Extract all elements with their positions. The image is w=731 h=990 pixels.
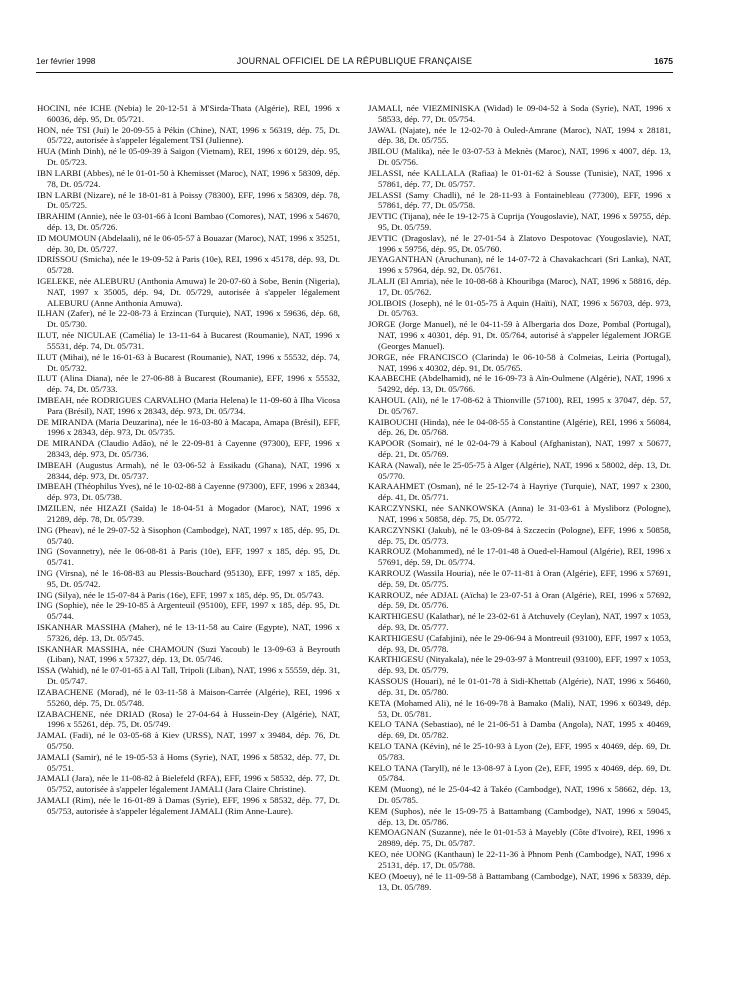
naturalisation-entry: KARA (Nawal), née le 25-05-75 à Alger (Algérie), NAT, 1996 x 58002, dép. 13, Dt. 05/770. — [368, 459, 671, 481]
naturalisation-entry: ING (Sovannetry), née le 06-08-81 à Paris (10e), EFF, 1997 x 185, dép. 95, Dt. 05/741. — [37, 546, 340, 568]
naturalisation-entry: ING (Pheav), né le 29-07-52 à Sisophon (Cambodge), NAT, 1997 x 185, dép. 95, Dt. 05/740. — [37, 524, 340, 546]
issue-date: 1er février 1998 — [36, 56, 96, 66]
naturalisation-entry: JAMALI (Samir), né le 19-05-53 à Homs (Syrie), NAT, 1996 x 58532, dép. 77, Dt. 05/751. — [37, 751, 340, 773]
naturalisation-entry: JAWAL (Najate), née le 12-02-70 à Ouled-Amrane (Maroc), NAT, 1994 x 28181, dép. 38, Dt. 05/755. — [368, 124, 671, 146]
naturalisation-entry: KEO (Moeuy), né le 11-09-58 à Battambang (Cambodge), NAT, 1996 x 58339, dép. 13, Dt. 05/789. — [368, 870, 671, 892]
naturalisation-entry: IMBEAH (Théophilus Yves), né le 10-02-88 à Cayenne (97300), EFF, 1996 x 28344, dép. 973, Dt. 05/738. — [37, 481, 340, 503]
naturalisation-entry: IBN LARBI (Abbes), né le 01-01-50 à Khemisset (Maroc), NAT, 1996 x 58309, dép. 78, Dt. 05/724. — [37, 167, 340, 189]
naturalisation-entry: ISSA (Wahid), né le 07-01-65 à Al Tall, Tripoli (Liban), NAT, 1996 x 55559, dép. 31, Dt. 05/747. — [37, 665, 340, 687]
naturalisation-entry: ILUT, née NICULAE (Camélia) le 13-11-64 à Bucarest (Roumanie), NAT, 1996 x 55531, dép. 74, Dt. 05/731. — [37, 330, 340, 351]
naturalisation-entry: KELO TANA (Sebastiao), né le 21-06-51 à Damba (Angola), NAT, 1995 x 40469, dép. 69, Dt. 05/782. — [368, 719, 671, 741]
naturalisation-entry: KELO TANA (Kévin), né le 25-10-93 à Lyon (2e), EFF, 1995 x 40469, dép. 69, Dt. 05/783. — [368, 740, 671, 762]
naturalisation-entry: IGELEKE, née ALEBURU (Anthonia Amuwa) le 20-07-60 à Sobe, Benin (Nigeria), NAT, 1997 x 35005, dép. 94, Dt. 05/729, autorisée à s'appeler légalement ALEBURU (Anne Anthonia Amuwa). — [37, 276, 340, 308]
naturalisation-entry: JEVTIC (Dragoslav), né le 27-01-54 à Zlatovo Despotovac (Yougoslavie), NAT, 1996 x 59756, dép. 95, Dt. 05/760. — [368, 232, 671, 254]
naturalisation-entry: ING (Virsna), né le 16-08-83 au Plessis-Bouchard (95130), EFF, 1997 x 185, dép. 95, Dt. 05/742. — [37, 567, 340, 589]
naturalisation-entry: JLALJI (El Amria), née le 10-08-68 à Khouribga (Maroc), NAT, 1996 x 58816, dép. 17, Dt. 05/762. — [368, 276, 671, 297]
naturalisation-entry: KARCZYNSKI, née SANKOWSKA (Anna) le 31-03-61 à Mysliborz (Pologne), NAT, 1996 x 50858, dép. 75, Dt. 05/772. — [368, 503, 671, 524]
naturalisation-entry: JBILOU (Malika), née le 03-07-53 à Meknès (Maroc), NAT, 1996 x 4007, dép. 13, Dt. 05/756. — [368, 146, 671, 168]
naturalisation-entry: KARROUZ (Wassila Houria), née le 07-11-81 à Oran (Algérie), EFF, 1996 x 57691, dép. 59, Dt. 05/775. — [368, 567, 671, 589]
naturalisation-entry: IZABACHENE (Morad), né le 03-11-58 à Maison-Carrée (Algérie), REI, 1996 x 55260, dép. 75, Dt. 05/748. — [37, 686, 340, 708]
naturalisation-entry: KAABECHE (Abdelhamid), né le 16-09-73 à Aïn-Oulmene (Algérie), NAT, 1996 x 54292, dép. 13, Dt. 05/766. — [368, 373, 671, 395]
naturalisation-entry: ING (Sophie), née le 29-10-85 à Argenteuil (95100), EFF, 1997 x 185, dép. 95, Dt. 05/744. — [37, 600, 340, 622]
naturalisation-entry: ISKANHAR MASSIHA (Maher), né le 13-11-58 au Caire (Egypte), NAT, 1996 x 57326, dép. 13, Dt. 05/745. — [37, 622, 340, 643]
naturalisation-entry: IBRAHIM (Annie), née le 03-01-66 à Iconi Bambao (Comores), NAT, 1996 x 54670, dép. 13, Dt. 05/726. — [37, 211, 340, 232]
naturalisation-entry: KEM (Muong), né le 25-04-42 à Takéo (Cambodge), NAT, 1996 x 58662, dép. 13, Dt. 05/785. — [368, 784, 671, 805]
naturalisation-entry: KAHOUL (Ali), né le 17-08-62 à Thionville (57100), REI, 1995 x 37047, dép. 57, Dt. 05/767. — [368, 394, 671, 416]
naturalisation-entry: ILUT (Mihai), né le 16-01-63 à Bucarest (Roumanie), NAT, 1996 x 55532, dép. 74, Dt. 05/732. — [37, 351, 340, 373]
naturalisation-entry: KARTHIGESU (Cafabjini), née le 29-06-94 à Montreuil (93100), EFF, 1997 x 1053, dép. 93, Dt. 05/778. — [368, 632, 671, 654]
left-column — [37, 103, 340, 817]
naturalisation-entry: KAPOOR (Somair), né le 02-04-79 à Kaboul (Afghanistan), NAT, 1997 x 50677, dép. 21, Dt. 05/769. — [368, 438, 671, 459]
naturalisation-entry: KETA (Mohamed Ali), né le 16-09-78 à Bamako (Mali), NAT, 1996 x 60349, dép. 53, Dt. 05/781. — [368, 697, 671, 719]
naturalisation-entry: JAMAL (Fadi), né le 03-05-68 à Kiev (URSS), NAT, 1997 x 39484, dép. 76, Dt. 05/750. — [37, 730, 340, 751]
naturalisation-entry: HUA (Minh Dinh), né le 05-09-39 à Saigon (Vietnam), REI, 1996 x 60129, dép. 95, Dt. 05/723. — [37, 146, 340, 168]
naturalisation-entry: KARROUZ, née ADJAL (Aïcha) le 23-07-51 à Oran (Algérie), REI, 1996 x 57692, dép. 59, Dt. 05/776. — [368, 589, 671, 611]
naturalisation-entry: KASSOUS (Houari), né le 01-01-78 à Sidi-Khettab (Algérie), NAT, 1996 x 56460, dép. 31, Dt. 05/780. — [368, 676, 671, 697]
naturalisation-entry: KARCZYNSKI (Jakub), né le 03-09-84 à Szczecin (Pologne), EFF, 1996 x 50858, dép. 75, Dt. 05/773. — [368, 524, 671, 546]
naturalisation-entry: IMBEAH, née RODRIGUES CARVALHO (Maria Helena) le 11-09-60 à Ilha Vicosa Para (Brésil), NAT, 1996 x 28343, dép. 973, Dt. 05/734. — [37, 394, 340, 416]
naturalisation-entry: JORGE, née FRANCISCO (Clarinda) le 06-10-58 à Colmeias, Leiria (Portugal), NAT, 1996 x 40302, dép. 91, Dt. 05/765. — [368, 351, 671, 373]
right-column — [368, 103, 671, 892]
naturalisation-entry: JAMALI (Jara), née le 11-08-82 à Bielefeld (RFA), EFF, 1996 x 58532, dép. 77, Dt. 05/752, autorisée à s'appeler légalement JAMALI (Jara Claire Christine). — [37, 773, 340, 795]
naturalisation-entry: KARTHIGESU (Nityakala), née le 29-03-97 à Montreuil (93100), EFF, 1997 x 1053, dép. 93, Dt. 05/779. — [368, 654, 671, 676]
naturalisation-entry: IBN LARBI (Nizare), né le 18-01-81 à Poissy (78300), EFF, 1996 x 58309, dép. 78, Dt. 05/725. — [37, 189, 340, 211]
naturalisation-entry: DE MIRANDA (Claudio Adão), né le 22-09-81 à Cayenne (97300), EFF, 1996 x 28343, dép. 973, Dt. 05/736. — [37, 438, 340, 459]
naturalisation-entry: KARROUZ (Mohammed), né le 17-01-48 à Oued-el-Hamoul (Algérie), REI, 1996 x 57691, dép. 59, Dt. 05/774. — [368, 546, 671, 568]
naturalisation-entry: DE MIRANDA (Maria Deuzarina), née le 16-03-80 à Macapa, Amapa (Brésil), EFF, 1996 x 28343, dép. 973, Dt. 05/735. — [37, 416, 340, 438]
naturalisation-entry: IDRISSOU (Smicha), née le 19-09-52 à Paris (10e), REI, 1996 x 45178, dép. 93, Dt. 05/728. — [37, 254, 340, 276]
page-header — [36, 56, 673, 70]
naturalisation-entry: JAMALI (Rim), née le 16-01-89 à Damas (Syrie), EFF, 1996 x 58532, dép. 77, Dt. 05/753, autorisée à s'appeler légalement JAMALI (Rim Anne-Laure). — [37, 795, 340, 816]
naturalisation-entry: IMZILEN, née HIZAZI (Saïda) le 18-04-51 à Mogador (Maroc), NAT, 1996 x 21289, dép. 78, Dt. 05/739. — [37, 503, 340, 524]
page-number: 1675 — [654, 56, 673, 66]
naturalisation-entry: ISKANHAR MASSIHA, née CHAMOUN (Suzi Yacoub) le 13-09-63 à Beyrouth (Liban), NAT, 1996 x 57327, dép. 13, Dt. 05/746. — [37, 643, 340, 665]
naturalisation-entry: ING (Silya), née le 15-07-84 à Paris (16e), EFF, 1997 x 185, dép. 95, Dt. 05/743. — [37, 589, 324, 600]
naturalisation-entry: KELO TANA (Taryll), né le 13-08-97 à Lyon (2e), EFF, 1995 x 40469, dép. 69, Dt. 05/784. — [368, 762, 671, 784]
naturalisation-entry: IZABACHENE, née DRIAD (Rosa) le 27-04-64 à Hussein-Dey (Algérie), NAT, 1996 x 55261, dép. 75, Dt. 05/749. — [37, 708, 340, 730]
naturalisation-entry: KEM (Suphos), née le 15-09-75 à Battambang (Cambodge), NAT, 1996 x 59045, dép. 13, Dt. 05/786. — [368, 805, 671, 827]
naturalisation-entry: JEYAGANTHAN (Aruchunan), né le 14-07-72 à Chavakachcari (Sri Lanka), NAT, 1996 x 57964, dép. 92, Dt. 05/761. — [368, 254, 671, 276]
naturalisation-entry: KEO, née UONG (Kanthaun) le 22-11-36 à Phnom Penh (Cambodge), NAT, 1996 x 25131, dép. 17, Dt. 05/788. — [368, 849, 671, 870]
naturalisation-entry: KARTHIGESU (Kalathar), né le 23-02-61 à Atchuvely (Ceylan), NAT, 1997 x 1053, dép. 93, Dt. 05/777. — [368, 611, 671, 632]
naturalisation-entry: HON, née TSI (Jui) le 20-09-55 à Pékin (Chine), NAT, 1996 x 56319, dép. 75, Dt. 05/722, autorisée à s'appeler légalement TSI (Julienne). — [37, 124, 340, 146]
naturalisation-entry: KARAAHMET (Osman), né le 25-12-74 à Hayriye (Turquie), NAT, 1997 x 2300, dép. 41, Dt. 05/771. — [368, 481, 671, 503]
naturalisation-entry: JEVTIC (Tijana), née le 19-12-75 à Cuprija (Yougoslavie), NAT, 1996 x 59755, dép. 95, Dt. 05/759. — [368, 211, 671, 232]
naturalisation-entry: ILUT (Alina Diana), née le 27-06-88 à Bucarest (Roumanie), EFF, 1996 x 55532, dép. 74, Dt. 05/733. — [37, 373, 340, 395]
journal-title: JOURNAL OFFICIEL DE LA RÉPUBLIQUE FRANÇAISE — [236, 56, 473, 66]
naturalisation-entry: ILHAN (Zafer), né le 22-08-73 à Erzincan (Turquie), NAT, 1996 x 59636, dép. 68, Dt. 05/730. — [37, 308, 340, 330]
naturalisation-entry: JOLIBOIS (Joseph), né le 01-05-75 à Aquin (Haïti), NAT, 1996 x 56703, dép. 973, Dt. 05/763. — [368, 297, 671, 319]
naturalisation-entry: JELASSI, née KALLALA (Rafiaa) le 01-01-62 à Sousse (Tunisie), NAT, 1996 x 57861, dép. 77, Dt. 05/757. — [368, 167, 671, 189]
naturalisation-entry: JAMALI, née VIEZMINISKA (Widad) le 09-04-52 à Soda (Syrie), NAT, 1996 x 58533, dép. 77, Dt. 05/754. — [368, 103, 671, 124]
naturalisation-entry: ID MOUMOUN (Abdelaali), né le 06-05-57 à Bouazar (Maroc), NAT, 1996 x 35251, dép. 30, Dt. 05/727. — [37, 232, 340, 254]
naturalisation-entry: IMBEAH (Augustus Armah), né le 03-06-52 à Essikadu (Ghana), NAT, 1996 x 28344, dép. 973, Dt. 05/737. — [37, 459, 340, 481]
naturalisation-entry: KAIBOUCHI (Hinda), née le 04-08-55 à Constantine (Algérie), REI, 1996 x 56084, dép. 26, Dt. 05/768. — [368, 416, 671, 438]
naturalisation-entry: JORGE (Jorge Manuel), né le 04-11-59 à Albergaria dos Doze, Pombal (Portugal), NAT, 1996 x 40301, dép. 91, Dt. 05/764, autorisé à s'appeler légalement JORGE (Georges Manuel). — [368, 319, 671, 351]
naturalisation-entry: HOCINI, née ICHE (Nebia) le 20-12-51 à M'Sirda-Thata (Algérie), REI, 1996 x 60036, dép. 95, Dt. 05/721. — [37, 103, 340, 124]
naturalisation-entry: JELASSI (Samy Chadli), né le 28-11-93 à Fontainebleau (77300), EFF, 1996 x 57861, dép. 77, Dt. 05/758. — [368, 189, 671, 211]
naturalisation-entry: KEMOAGNAN (Suzanne), née le 01-01-53 à Mayebly (Côte d'Ivoire), REI, 1996 x 28989, dép. 75, Dt. 05/787. — [368, 827, 671, 849]
header-rule — [36, 72, 673, 73]
